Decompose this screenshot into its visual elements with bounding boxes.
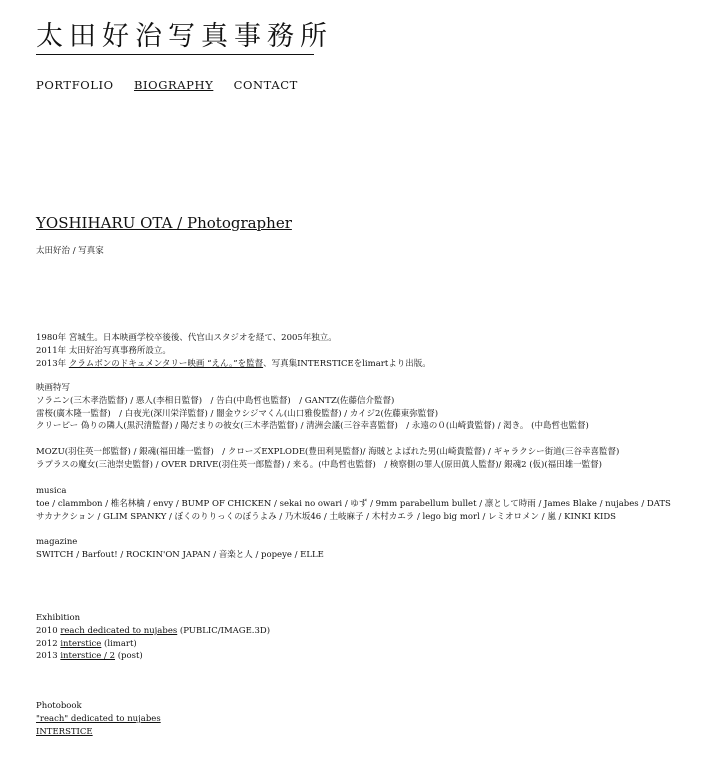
nav-contact[interactable]: CONTACT — [233, 78, 298, 92]
exhibition-link[interactable]: interstice — [60, 638, 102, 649]
exhibition-year: 2010 — [36, 625, 61, 636]
exhibition-venue: (post) — [115, 651, 143, 662]
section-heading: magazine — [36, 537, 78, 547]
section-heading: Photobook — [36, 701, 82, 711]
bio-line: 1980年 宮城生。日本映画学校卒後後、代官山スタジオを経て、2005年独立。 — [36, 333, 337, 343]
bio-year: 2013年 — [36, 358, 69, 369]
photobook-section — [36, 700, 161, 738]
exhibition-venue: (PUBLIC/IMAGE.3D) — [177, 625, 271, 636]
bio-line — [36, 358, 431, 371]
section-heading: Exhibition — [36, 613, 81, 623]
list-item: サカナクション / GLIM SPANKY / ぼくのりりっくのぼうよみ / 乃木坂46 / 土岐麻子 / 木村カエラ / lego big morl / レミオロメン / 嵐 / KINKI KIDS — [36, 511, 616, 522]
list-item: 雷桜(廣木隆一監督) / 白夜光(深川栄洋監督) / 闇金ウシジマくん(山口雅俊監督) / カイジ2(佐藤東弥監督) — [36, 408, 439, 419]
photobook-item — [36, 726, 161, 739]
exhibition-item — [36, 625, 270, 638]
page-subtitle: 太田好治 / 写真家 — [36, 246, 104, 256]
list-item: ソラニン(三木孝浩監督) / 悪人(李相日監督) / 告白(中島哲也監督) / GANTZ(佐藤信介監督) — [36, 395, 395, 406]
page-title[interactable]: YOSHIHARU OTA / Photographer — [36, 214, 292, 232]
photobook-link[interactable]: INTERSTICE — [36, 726, 93, 737]
magazine-section — [36, 536, 324, 562]
exhibition-item — [36, 638, 270, 651]
exhibition-year: 2012 — [36, 638, 61, 649]
section-heading: 映画特写 — [36, 383, 71, 393]
list-item: toe / clammbon / 椎名林檎 / envy / BUMP OF CHICKEN / sekai no owari / ゆず / 9mm parabellum bullet / 凛として時雨 / James Blake / nujabes / DATS — [36, 498, 671, 509]
exhibition-item — [36, 650, 270, 663]
section-heading: musica — [36, 486, 67, 496]
exhibition-link[interactable]: reach dedicated to nujabes — [60, 625, 178, 636]
bio-line: 2011年 太田好治写真事務所設立。 — [36, 345, 171, 356]
main-nav — [36, 78, 314, 92]
photobook-item — [36, 713, 161, 726]
bio-text: 、写真集INTERSTICEをlimartより出版。 — [263, 358, 431, 369]
documentary-link[interactable]: クラムボンのドキュメンタリー映画 “えん。”を監督 — [68, 358, 264, 369]
photobook-link[interactable]: "reach" dedicated to nujabes — [36, 713, 161, 724]
exhibition-venue: (limart) — [101, 638, 137, 649]
bio-block — [36, 332, 431, 370]
exhibition-section — [36, 612, 270, 663]
nav-portfolio[interactable]: PORTFOLIO — [36, 78, 114, 92]
movies-section — [36, 382, 619, 472]
list-item — [36, 433, 619, 446]
site-logo[interactable]: 太田好治写真事務所 — [36, 22, 314, 55]
musica-section — [36, 485, 671, 523]
list-item: ラプラスの魔女(三池崇史監督) / OVER DRIVE(羽住英一郎監督) / 来る。(中島哲也監督) / 検察側の罪人(原田眞人監督)/ 銀魂2 (仮)(福田雄一監督) — [36, 459, 603, 470]
list-item: SWITCH / Barfout! / ROCKIN'ON JAPAN / 音楽と人 / popeye / ELLE — [36, 549, 324, 560]
exhibition-link[interactable]: interstice / 2 — [60, 651, 116, 662]
list-item: クリーピー 偽りの隣人(黒沢清監督) / 陽だまりの彼女(三木孝浩監督) / 清洲会議(三谷幸喜監督) / 永遠の０(山崎貴監督) / 渇き。 (中島哲也監督) — [36, 421, 589, 432]
exhibition-year: 2013 — [36, 651, 61, 662]
list-item: MOZU(羽住英一郎監督) / 銀魂(福田雄一監督) / クローズEXPLODE(豊田利晃監督)/ 海賊とよばれた男(山崎貴監督) / ギャラクシー街道(三谷幸喜監督) — [36, 446, 620, 457]
nav-biography[interactable]: BIOGRAPHY — [133, 78, 214, 92]
